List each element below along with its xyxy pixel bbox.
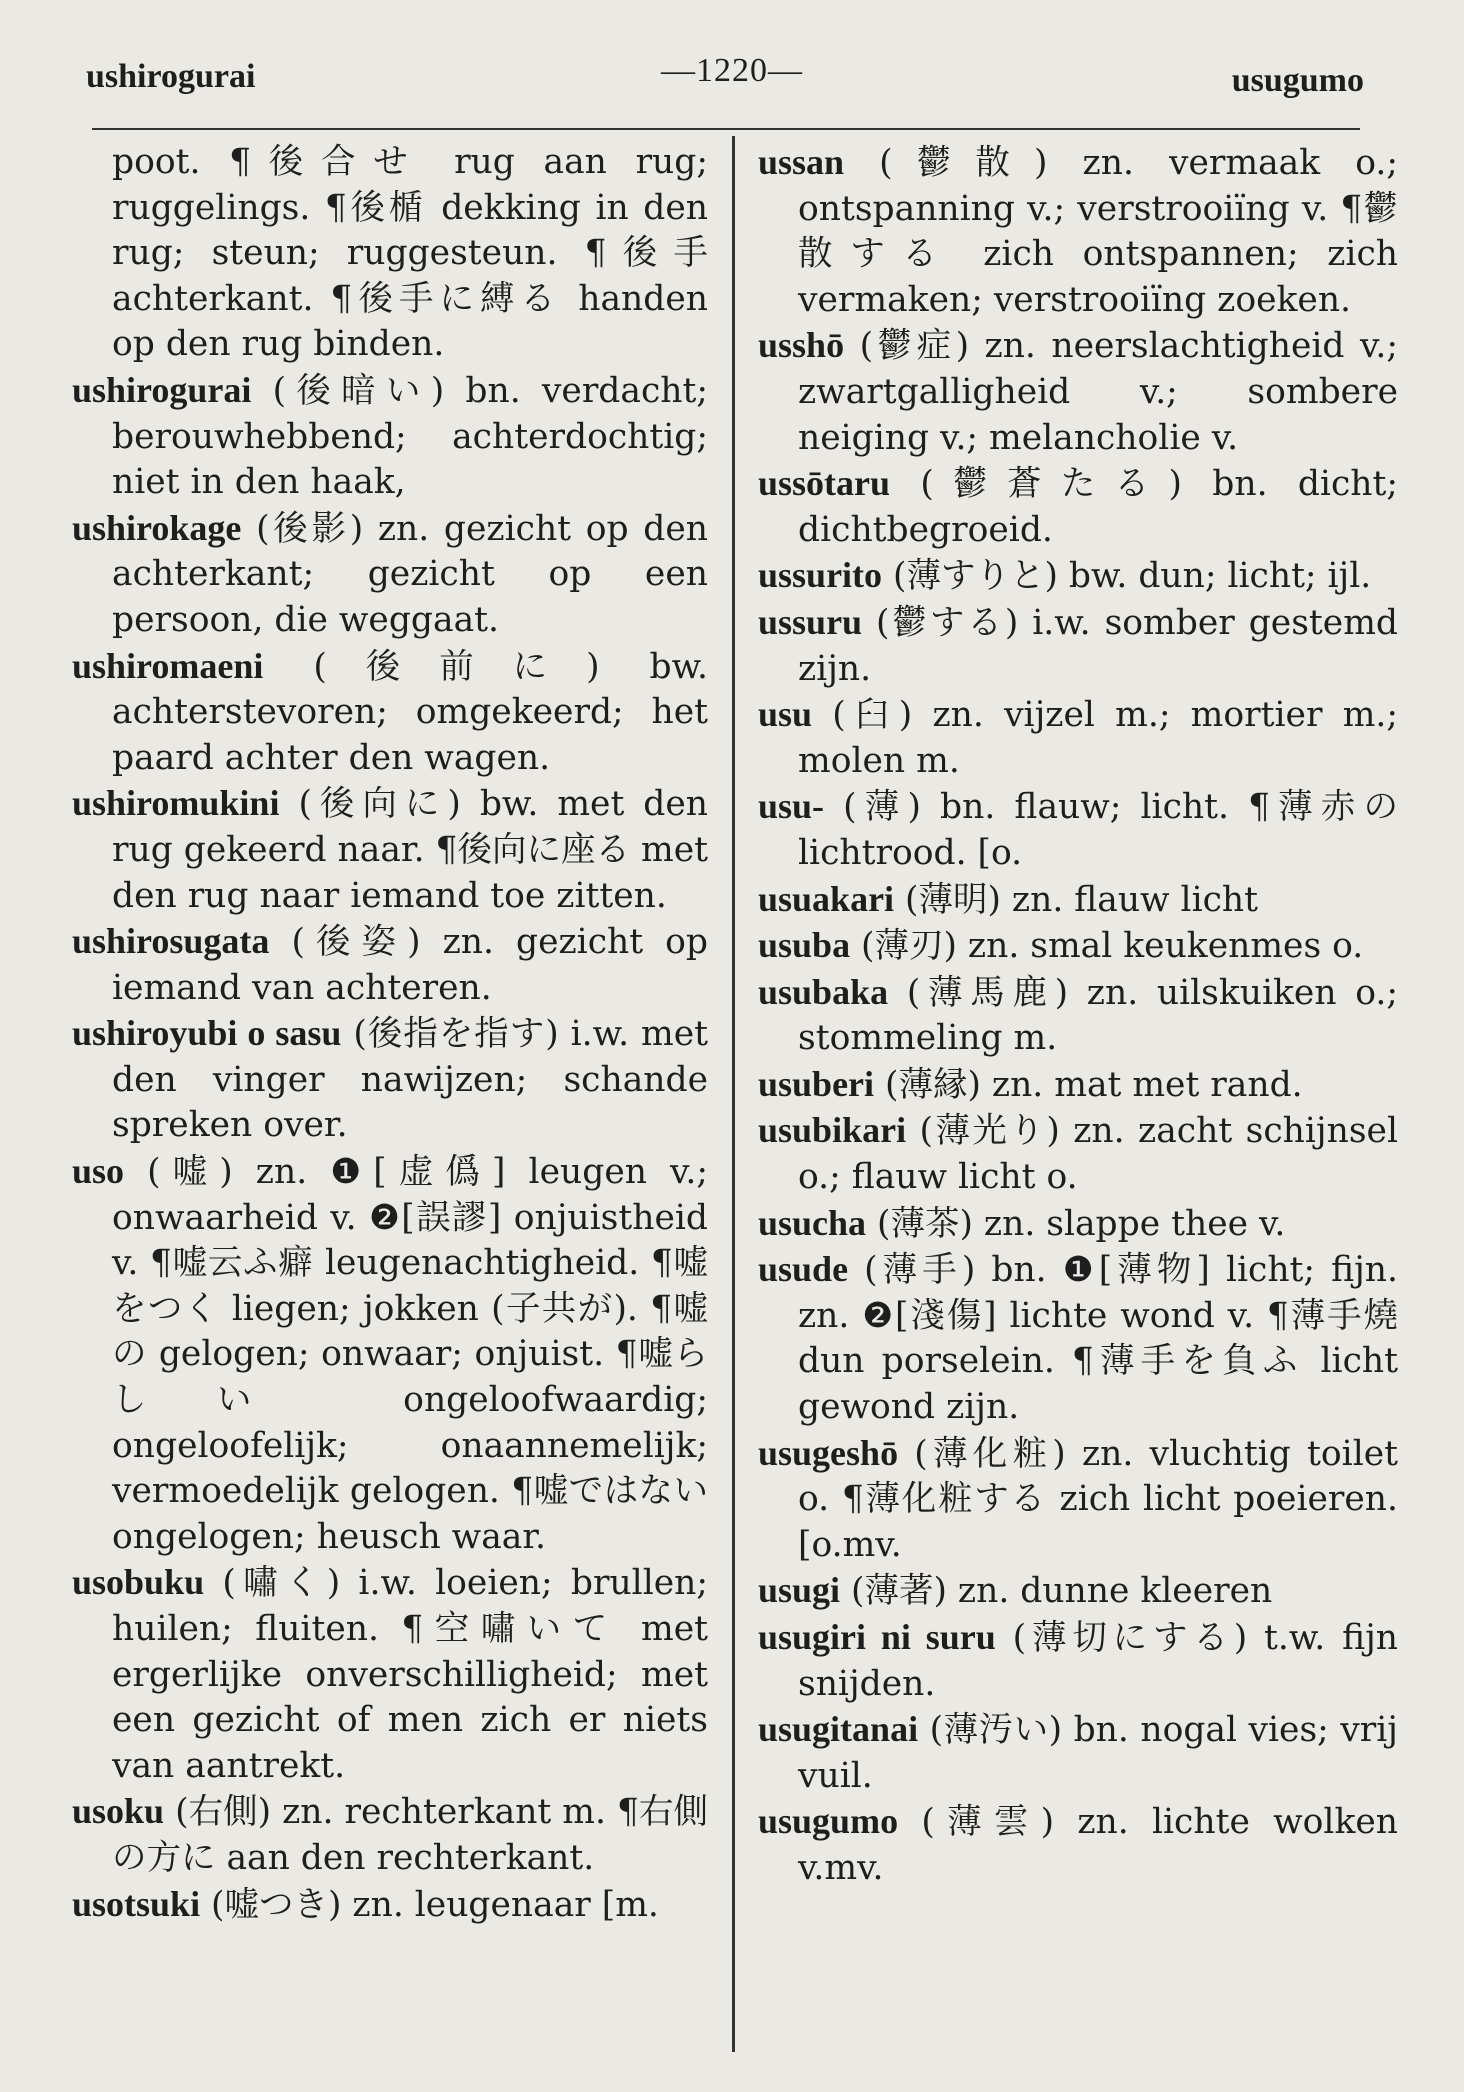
dictionary-entry (758, 1431, 1398, 1569)
dictionary-entry (758, 1707, 1398, 1799)
dictionary-entry (758, 1062, 1398, 1109)
entry-body: poot. ¶後合せ rug aan rug; ruggelings. ¶後楯 dekking in den rug; steun; ruggesteun. ¶後手 achterkant. ¶後手に縛る handen op den rug binden. (112, 142, 708, 365)
dictionary-entry (758, 692, 1398, 784)
entry-body: (薄切にする) t.w. fijn snijden. (798, 1618, 1399, 1704)
entry-headword: usugitanai (758, 1709, 919, 1750)
page-number: —1220— (661, 52, 803, 89)
entry-body: (後向に) bw. met den rug gekeerd naar. ¶後向に座る met den rug naar iemand toe zitten. (112, 784, 709, 916)
entry-body: (薄馬鹿) zn. uilskuiken o.; stommeling m. (798, 972, 1398, 1059)
entry-body: (薄刃) zn. smal keukenmes o. (861, 926, 1364, 967)
entry-headword: ushirosugata (72, 921, 270, 962)
entry-headword: ushirokage (72, 507, 242, 548)
dictionary-entry (758, 553, 1398, 600)
entry-body: (薄化粧) zn. vluchtig toilet o. ¶薄化粧する zich licht poeieren. [o.mv. (798, 1433, 1399, 1565)
entry-body: (薄縁) zn. mat met rand. (885, 1064, 1303, 1105)
dictionary-entry (72, 140, 708, 368)
dictionary-entry (72, 781, 708, 919)
dictionary-entry (758, 1799, 1398, 1891)
entry-body: (鬱症) zn. neerslachtigheid v.; zwartgalligheid v.; sombere neiging v.; melancholie v. (798, 326, 1398, 458)
entry-headword: usoku (72, 1791, 165, 1832)
dictionary-entry (72, 1149, 708, 1560)
dictionary-entry (758, 1201, 1398, 1248)
entry-headword: ushirogurai (72, 369, 252, 410)
dictionary-entry (758, 923, 1398, 970)
entry-body: (薄茶) zn. slappe thee v. (877, 1203, 1286, 1244)
dictionary-entry (72, 1560, 708, 1789)
dictionary-entry (72, 1789, 708, 1881)
dictionary-entry (72, 644, 708, 782)
entry-body: (後影) zn. gezicht op den achterkant; gezicht op een persoon, die weggaat. (112, 508, 709, 640)
entry-body: (後暗い) bn. verdacht; berouwhebbend; achterdochtig; niet in den haak, (112, 370, 708, 503)
running-head-right: usugumo (1231, 62, 1364, 99)
dictionary-entry (758, 877, 1398, 924)
entry-body: (薄明) zn. flauw licht (905, 879, 1259, 920)
dictionary-entry (758, 140, 1398, 323)
entry-body: (臼) zn. vijzel m.; mortier m.; molen m. (798, 695, 1398, 781)
entry-body: (後前に) bw. achterstevoren; omgekeerd; het paard achter den wagen. (112, 646, 709, 778)
entry-body: (鬱散) zn. vermaak o.; ontspanning v.; verstrooiïng v. ¶鬱散する zich ontspannen; zich vermaken; verstrooiïng zoeken. (798, 143, 1398, 320)
entry-headword: usugeshō (758, 1432, 899, 1473)
dictionary-entry (72, 1882, 708, 1929)
entry-headword: ushiromaeni (72, 645, 264, 686)
entry-headword: ussurito (758, 555, 883, 596)
entry-headword: usugumo (758, 1801, 899, 1842)
entry-body: (後指を指す) i.w. met den vinger nawijzen; schande spreken over. (112, 1014, 708, 1146)
entry-headword: usubaka (758, 971, 889, 1012)
entry-headword: ussōtaru (758, 463, 891, 504)
entry-headword: usotsuki (72, 1883, 201, 1924)
entry-body: (嘯く) i.w. loeien; brullen; huilen; fluiten. ¶空嘯いて met ergerlijke onverschilligheid; met een gezicht of men zich er niets van aantrekt. (112, 1563, 708, 1786)
entry-body: (薄著) zn. dunne kleeren (851, 1571, 1273, 1612)
entry-body: (嘘) zn. ❶[虚僞] leugen v.; onwaarheid v. ❷[誤謬] onjuistheid v. ¶嘘云ふ癖 leugenachtigheid. ¶嘘をつく liegen; jokken (子共が). ¶嘘の gelogen; onwaar; onjuist. ¶嘘らしい ongeloofwaardig; ongeloofelijk; onaannemelijk; vermoedelijk gelogen. ¶嘘ではない ongelogen; heusch waar. (112, 1152, 709, 1557)
entry-body: (後姿) zn. gezicht op iemand van achteren. (112, 922, 709, 1008)
entry-headword: ushiromukini (72, 783, 280, 824)
entry-headword: usuberi (758, 1063, 875, 1104)
header-rule (92, 128, 1360, 130)
left-column (72, 140, 708, 1928)
entry-headword: usu- (758, 786, 825, 827)
entry-headword: usugiri ni suru (758, 1617, 996, 1657)
entry-headword: usshō (758, 325, 845, 366)
entry-body: (薄) bn. flauw; licht. ¶薄赤の lichtrood. [o. (798, 787, 1398, 873)
entry-headword: usude (758, 1249, 849, 1290)
entry-body: (薄手) bn. ❶[薄物] licht; fijn. zn. ❷[淺傷] lichte wond v. ¶薄手燒 dun porselein. ¶薄手を負ふ licht gewond zijn. (798, 1250, 1398, 1428)
dictionary-entry (758, 970, 1398, 1062)
dictionary-entry (758, 323, 1398, 461)
entry-headword: ushiroyubi o sasu (72, 1013, 342, 1054)
entry-body: (嘘つき) zn. leugenaar [m. (211, 1884, 659, 1925)
entry-headword: usu (758, 694, 813, 735)
right-column (758, 140, 1398, 1892)
dictionary-entry (758, 1108, 1398, 1200)
entry-body: (鬱蒼たる) bn. dicht; dichtbegroeid. (798, 464, 1398, 550)
entry-headword: usobuku (72, 1562, 205, 1603)
dictionary-entry (72, 919, 708, 1011)
column-divider (732, 136, 735, 2052)
entry-body: (薄汚い) bn. nogal vies; vrij vuil. (798, 1710, 1399, 1796)
dictionary-entry (72, 1011, 708, 1149)
dictionary-entry (758, 1568, 1398, 1615)
dictionary-entry (758, 600, 1398, 692)
entry-body: (薄雲) zn. lichte wolken v.mv. (798, 1802, 1399, 1888)
dictionary-entry (758, 1615, 1398, 1707)
entry-headword: usuakari (758, 878, 895, 919)
entry-headword: ussuru (758, 601, 863, 642)
running-head-left: ushirogurai (86, 58, 256, 95)
entry-body: (薄すりと) bw. dun; licht; ijl. (893, 556, 1372, 597)
entry-headword: usugi (758, 1570, 841, 1611)
entry-headword: ussan (758, 142, 845, 182)
entry-headword: usucha (758, 1202, 867, 1243)
dictionary-entry (72, 368, 708, 506)
entry-body: (右側) zn. rechterkant m. ¶右側の方に aan den rechterkant. (112, 1792, 709, 1878)
entry-headword: usuba (758, 925, 851, 966)
entry-headword: uso (72, 1151, 125, 1192)
entry-headword: usubikari (758, 1110, 907, 1151)
dictionary-entry (758, 784, 1398, 876)
page-header (80, 50, 1384, 110)
entry-body: (薄光り) zn. zacht schijnsel o.; flauw licht o. (798, 1111, 1398, 1198)
dictionary-entry (72, 506, 708, 644)
dictionary-entry (758, 461, 1398, 553)
entry-body: (鬱する) i.w. somber gestemd zijn. (798, 602, 1398, 689)
dictionary-entry (758, 1247, 1398, 1430)
